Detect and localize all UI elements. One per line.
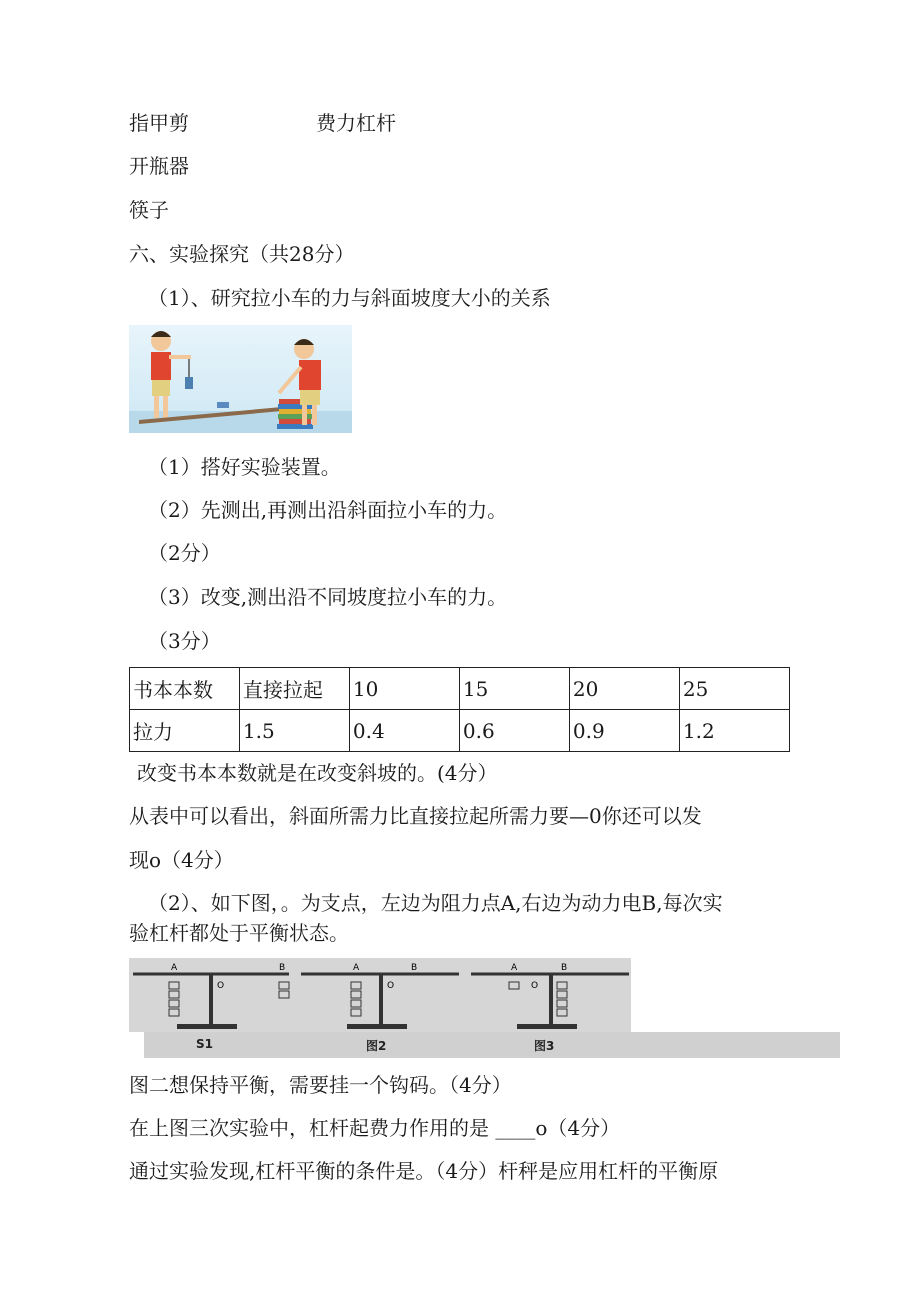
point-label-b: B bbox=[279, 963, 286, 973]
point-label-o: O bbox=[217, 981, 225, 991]
table-cell: 1.2 bbox=[679, 710, 789, 752]
question-2-line-2: 验杠杆都处于平衡状态。 bbox=[129, 921, 349, 945]
step-2-points: （2分） bbox=[148, 541, 221, 565]
point-label-o: O bbox=[387, 981, 395, 991]
paragraph-line-2: 现o（4分） bbox=[129, 848, 234, 872]
lever-1 bbox=[133, 963, 289, 1029]
text-chopsticks: 筷子 bbox=[129, 198, 169, 222]
point-label-o: O bbox=[531, 981, 539, 991]
figure-caption: 图3 bbox=[534, 1039, 555, 1053]
table-row bbox=[130, 710, 790, 752]
table-cell: 0.9 bbox=[569, 710, 679, 752]
text-nail-clipper: 指甲剪 bbox=[129, 111, 189, 135]
table-row bbox=[130, 668, 790, 710]
table-cell: 25 bbox=[679, 668, 789, 710]
fill-question-3: 通过实验发现,杠杆平衡的条件是。（4分）杆秤是应用杠杆的平衡原 bbox=[129, 1159, 719, 1183]
section-title: 六、实验探究（共28分） bbox=[129, 242, 355, 266]
step-2: （2）先测出,再测出沿斜面拉小车的力。 bbox=[148, 498, 508, 522]
table-cell: 15 bbox=[459, 668, 569, 710]
text-effortful-lever: 费力杠杆 bbox=[316, 111, 396, 135]
table-cell: 1.5 bbox=[239, 710, 349, 752]
figure-caption: S1 bbox=[196, 1037, 213, 1051]
point-label-a: A bbox=[171, 963, 178, 973]
results-table bbox=[129, 667, 790, 752]
point-label-a: A bbox=[511, 963, 518, 973]
table-cell: 0.4 bbox=[349, 710, 459, 752]
incline-experiment-photo bbox=[129, 325, 352, 433]
table-cell: 书本本数 bbox=[130, 668, 240, 710]
step-1: （1）搭好实验装置。 bbox=[148, 455, 341, 479]
step-3: （3）改变,测出沿不同坡度拉小车的力。 bbox=[148, 585, 508, 609]
table-cell: 0.6 bbox=[459, 710, 569, 752]
table-cell: 直接拉起 bbox=[239, 668, 349, 710]
step-3-points: （3分） bbox=[148, 629, 221, 653]
figure-caption-strip bbox=[144, 1032, 840, 1058]
question-2-line-1: （2）、如下图，。为支点，左边为阻力点A,右边为动力电B,每次实 bbox=[148, 891, 723, 915]
question-1-title: （1）、研究拉小车的力与斜面坡度大小的关系 bbox=[148, 286, 551, 310]
point-label-a: A bbox=[353, 963, 360, 973]
lever-3 bbox=[471, 963, 629, 1029]
fill-question-1: 图二想保持平衡，需要挂一个钩码。（4分） bbox=[129, 1073, 512, 1097]
table-cell: 20 bbox=[569, 668, 679, 710]
figure-caption: 图2 bbox=[366, 1039, 387, 1053]
table-cell: 拉力 bbox=[130, 710, 240, 752]
text-bottle-opener: 开瓶器 bbox=[129, 154, 189, 178]
lever-figure bbox=[129, 958, 631, 1032]
table-cell: 10 bbox=[349, 668, 459, 710]
point-label-b: B bbox=[561, 963, 568, 973]
after-table-text: 改变书本本数就是在改变斜坡的。(4分） bbox=[137, 761, 498, 785]
paragraph-line-1: 从表中可以看出，斜面所需力比直接拉起所需力要—0你还可以发 bbox=[129, 804, 702, 828]
lever-2 bbox=[301, 963, 459, 1029]
fill-question-2: 在上图三次实验中，杠杆起费力作用的是 ____o（4分） bbox=[129, 1116, 621, 1140]
point-label-b: B bbox=[411, 963, 418, 973]
